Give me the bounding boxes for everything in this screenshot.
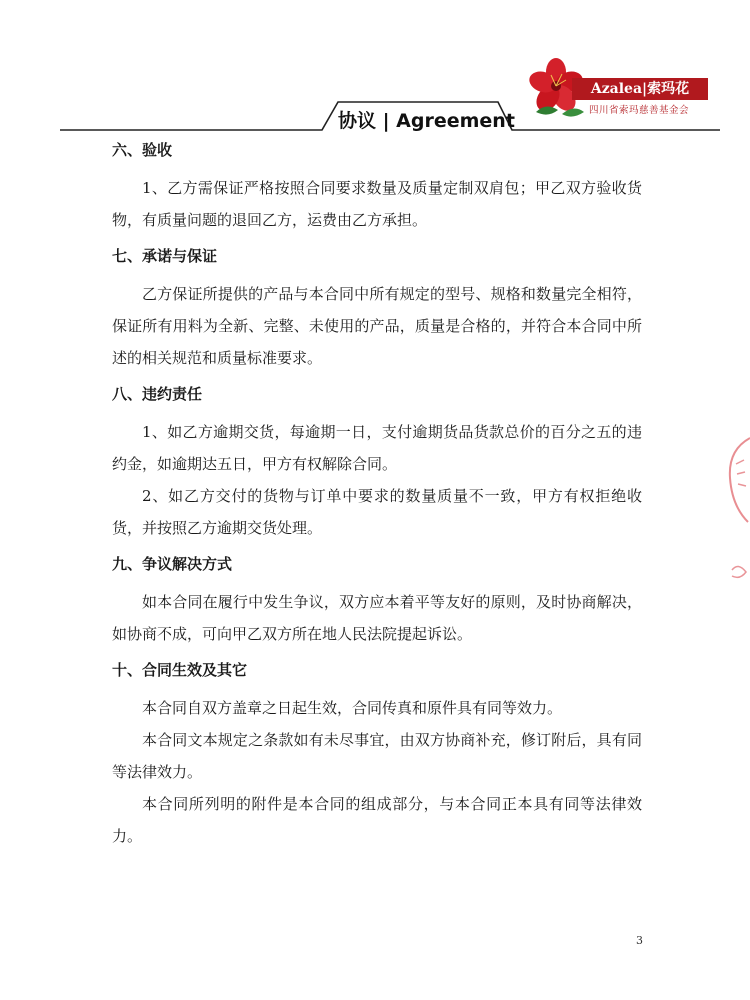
liability-clause-2: 2、如乙方交付的货物与订单中要求的数量质量不一致，甲方有权拒绝收货，并按照乙方逾期交货处理。 — [112, 487, 642, 537]
logo-subtitle: 四川省索玛慈善基金会 — [588, 105, 689, 116]
seal-stamp-fragment — [724, 430, 750, 600]
contract-body — [112, 140, 642, 852]
effectiveness-clause-2: 本合同文本规定之条款如有未尽事宜，由双方协商补充，修订附后，具有同等法律效力。 — [112, 731, 642, 781]
header-title: 协议 | Agreement — [338, 110, 515, 132]
acceptance-clause-1: 1、乙方需保证严格按照合同要求数量及质量定制双肩包；甲乙双方验收货物，有质量问题的退回乙方，运费由乙方承担。 — [112, 179, 642, 229]
warranty-clause: 乙方保证所提供的产品与本合同中所有规定的型号、规格和数量完全相符，保证所有用料为全新、完整、未使用的产品，质量是合格的，并符合本合同中所述的相关规范和质量标准要求。 — [112, 285, 642, 367]
dispute-clause: 如本合同在履行中发生争议，双方应本着平等友好的原则，及时协商解决，如协商不成，可向甲乙双方所在地人民法院提起诉讼。 — [112, 593, 642, 643]
effectiveness-clause-3: 本合同所列明的附件是本合同的组成部分，与本合同正本具有同等法律效力。 — [112, 795, 642, 845]
section-heading-warranty: 七、承诺与保证 — [112, 247, 218, 265]
section-heading-effectiveness: 十、合同生效及其它 — [112, 661, 248, 679]
page-header — [0, 0, 750, 140]
section-heading-acceptance: 六、验收 — [112, 141, 173, 159]
foundation-logo — [528, 56, 708, 120]
logo-name: Azalea|索玛花 — [572, 78, 708, 100]
effectiveness-clause-1: 本合同自双方盖章之日起生效，合同传真和原件具有同等效力。 — [142, 699, 563, 717]
section-heading-dispute: 九、争议解决方式 — [112, 555, 233, 573]
section-heading-liability: 八、违约责任 — [112, 385, 203, 403]
page-number: 3 — [636, 934, 643, 947]
liability-clause-1: 1、如乙方逾期交货，每逾期一日，支付逾期货品货款总价的百分之五的违约金，如逾期达五日，甲方有权解除合同。 — [112, 423, 642, 473]
